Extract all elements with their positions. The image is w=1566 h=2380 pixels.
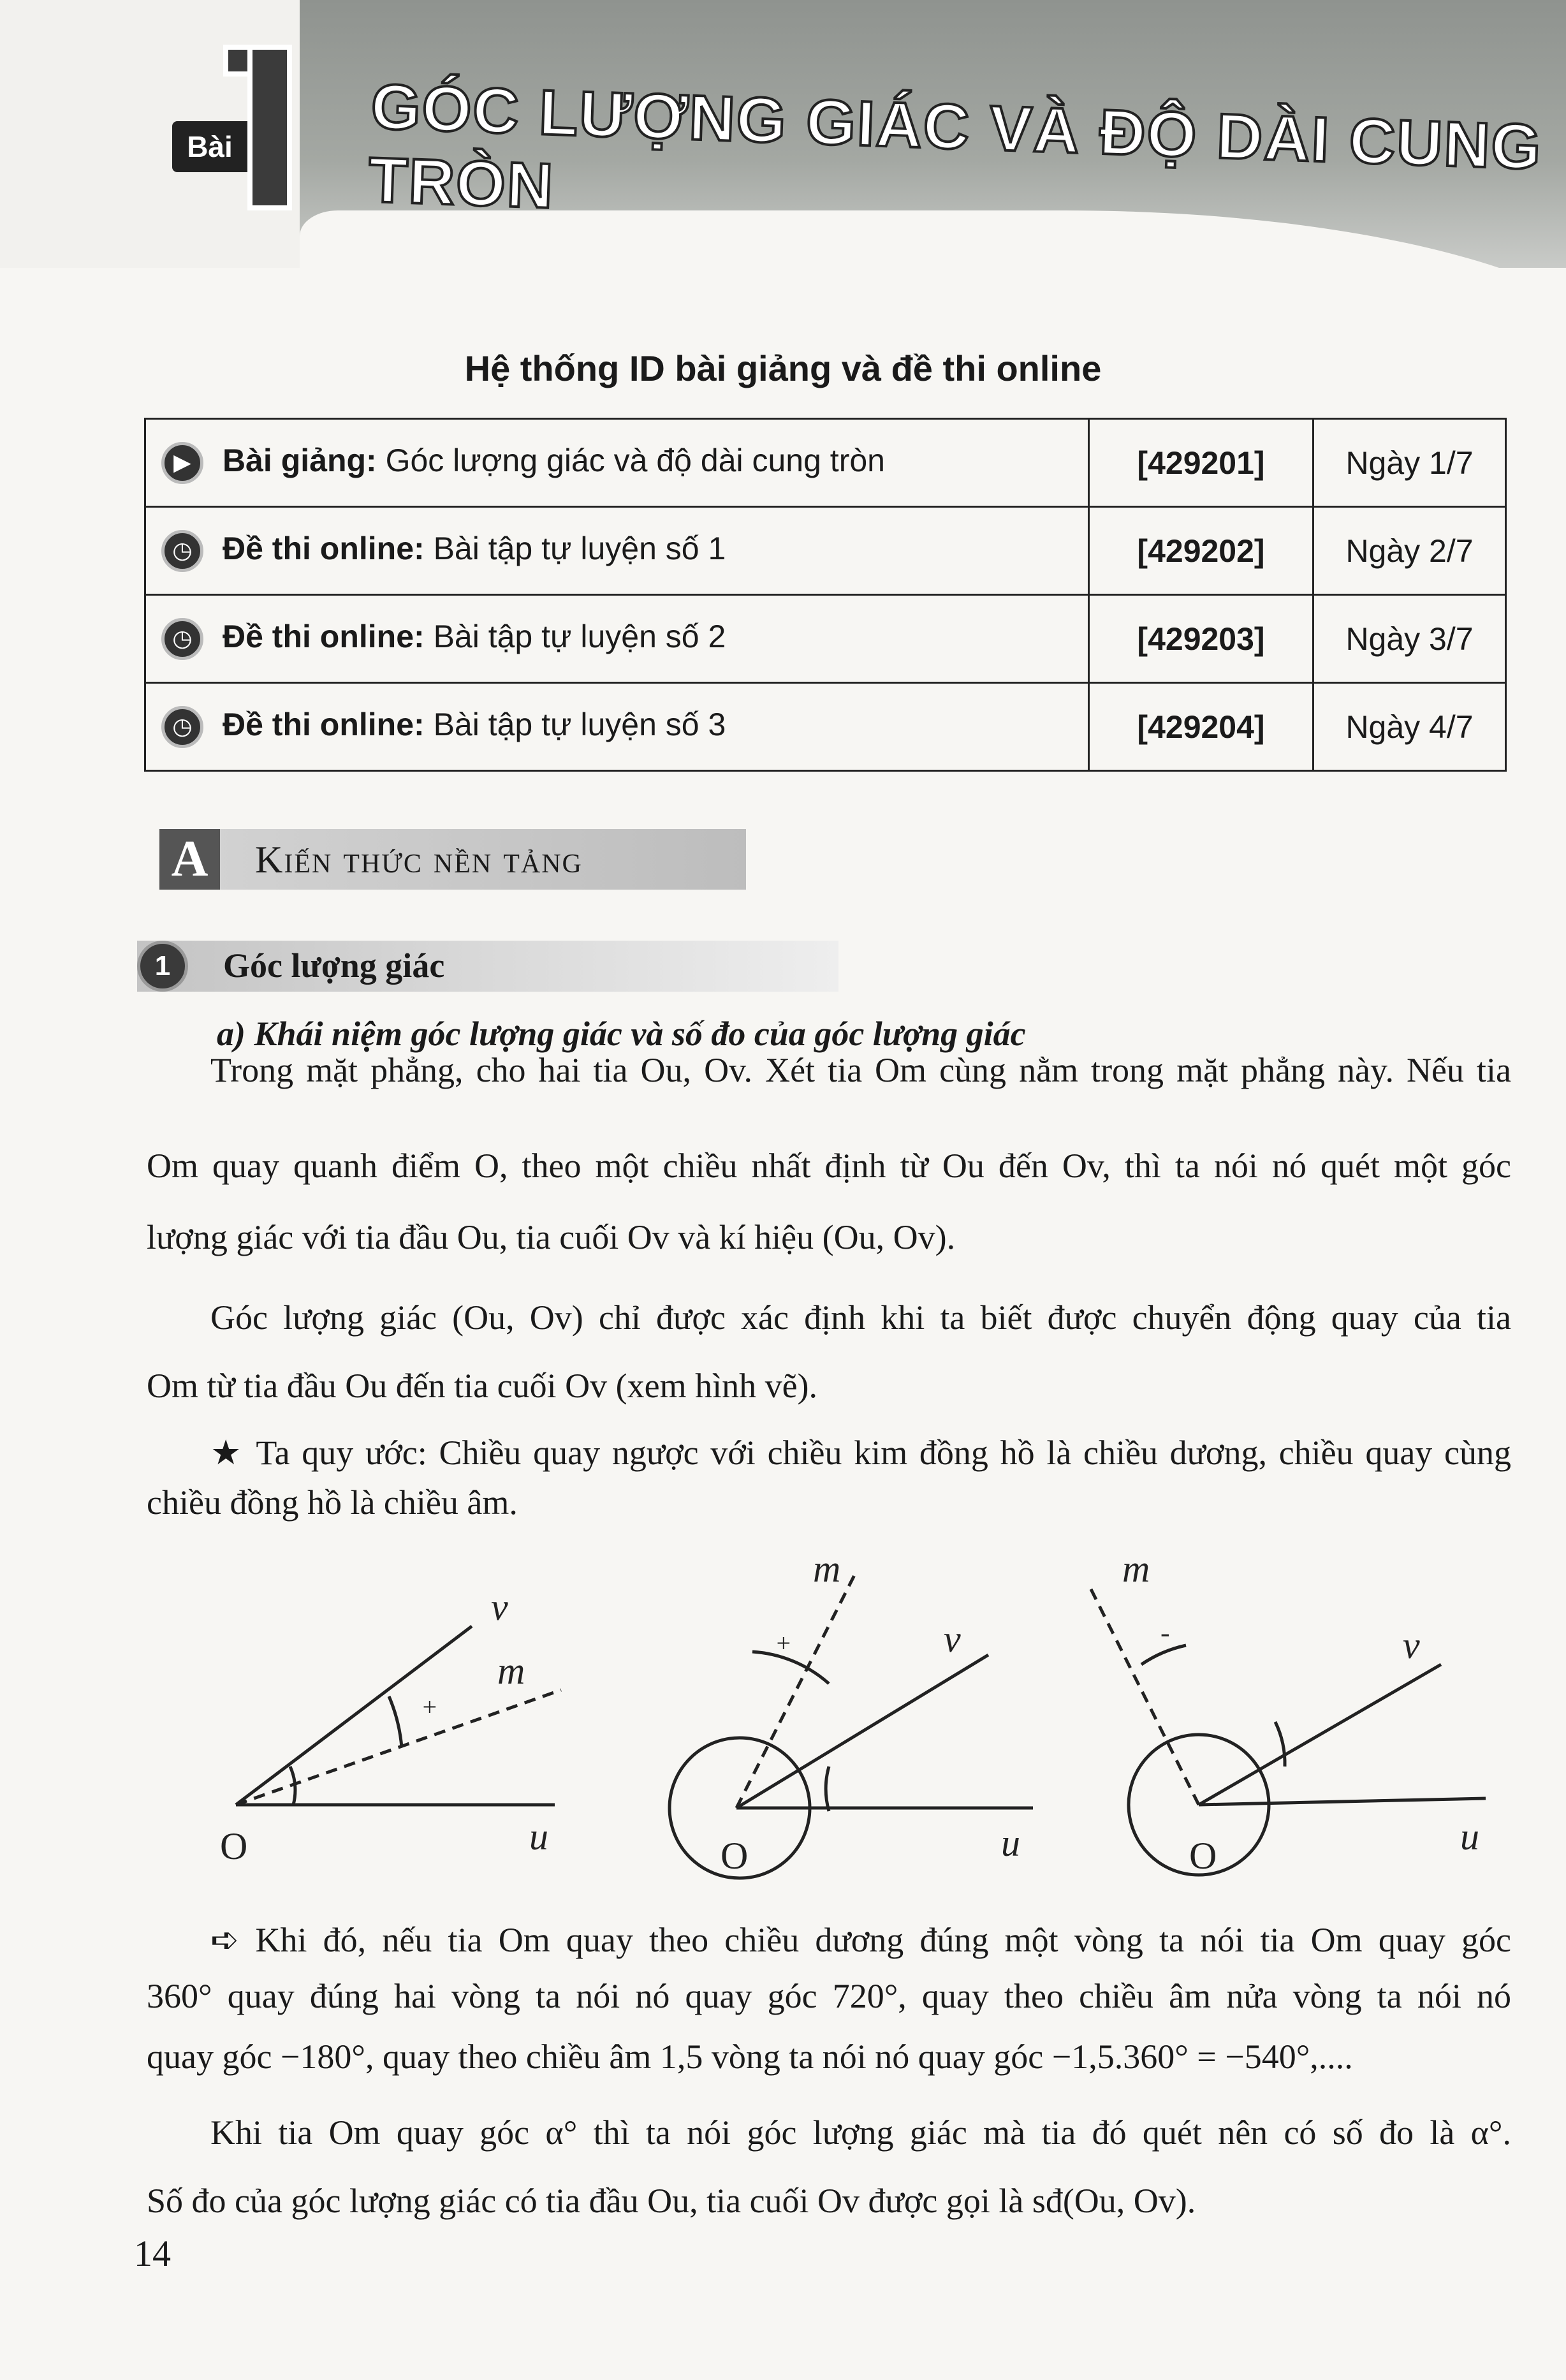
section-1-header [137, 941, 838, 992]
play-icon: ▶ [161, 442, 203, 484]
row-id: [429203] [1089, 595, 1314, 683]
label-O: O [1189, 1835, 1217, 1877]
label-O: O [721, 1835, 749, 1877]
page-number: 14 [134, 2233, 171, 2274]
paragraph-line: Số đo của góc lượng giác có tia đầu Ou, tia cuối Ov được gọi là sđ(Ou, Ov). [147, 2182, 1196, 2220]
paragraph-line: Om quay quanh điểm O, theo một chiều nhất định từ Ou đến Ov, thì ta nói nó quét một góc [147, 1147, 1511, 1185]
lesson-cell [145, 595, 1089, 683]
row-date: Ngày 4/7 [1314, 683, 1506, 771]
lesson-cell [145, 683, 1089, 771]
label-v: v [1403, 1624, 1420, 1666]
label-u: u [1001, 1822, 1020, 1864]
label-v: v [944, 1618, 961, 1660]
row-kind: Đề thi online: [223, 706, 425, 742]
clock-icon: ◷ [161, 530, 203, 572]
label-u: u [1460, 1816, 1479, 1858]
paragraph-line: Góc lượng giác (Ou, Ov) chỉ được xác định khi ta biết được chuyển động quay của tia [210, 1298, 1511, 1337]
paragraph-line: chiều đồng hồ là chiều âm. [147, 1483, 518, 1522]
label-m: m [497, 1650, 525, 1692]
chapter-title: GÓC LƯỢNG GIÁC VÀ ĐỘ DÀI CUNG TRÒN [367, 71, 1544, 223]
row-name: Bài tập tự luyện số 3 [433, 706, 726, 742]
paragraph-line: ➪ Khi đó, nếu tia Om quay theo chiều dương đúng một vòng ta nói tia Om quay góc [210, 1921, 1511, 1959]
id-table-row[interactable] [145, 683, 1506, 771]
figure-2 [670, 1556, 1033, 1878]
clock-icon: ◷ [161, 706, 203, 748]
angle-figures [191, 1556, 1530, 1926]
section-title: Kiến thức nền tảng [255, 839, 583, 881]
label-v: v [491, 1586, 508, 1628]
lesson-number-graphic [247, 45, 292, 210]
id-table-row[interactable] [145, 507, 1506, 595]
id-system-title: Hệ thống ID bài giảng và đề thi online [464, 348, 1102, 388]
paragraph-line: lượng giác với tia đầu Ou, tia cuối Ov và kí hiệu (Ou, Ov). [147, 1218, 956, 1256]
row-date: Ngày 3/7 [1314, 595, 1506, 683]
lesson-cell [145, 419, 1089, 507]
row-kind: Bài giảng: [223, 442, 377, 478]
lesson-label: Bài [172, 121, 247, 172]
label-plus: + [775, 1629, 792, 1657]
row-name: Bài tập tự luyện số 2 [433, 618, 726, 654]
paragraph-line: quay góc −180°, quay theo chiều âm 1,5 vòng ta nói nó quay góc −1,5.360° = −540°,.... [147, 2038, 1353, 2076]
section-letter: A [159, 829, 220, 890]
figure-3 [1090, 1556, 1486, 1877]
subsection-heading: a) Khái niệm góc lượng giác và số đo của góc lượng giác [217, 1015, 1026, 1053]
row-kind: Đề thi online: [223, 530, 425, 566]
section-number-badge: 1 [137, 941, 188, 992]
label-m: m [1122, 1556, 1150, 1590]
figure-1 [220, 1586, 561, 1867]
row-date: Ngày 1/7 [1314, 419, 1506, 507]
clock-icon: ◷ [161, 618, 203, 660]
row-id: [429201] [1089, 419, 1314, 507]
label-O: O [220, 1825, 248, 1867]
section-title: Góc lượng giác [223, 946, 445, 985]
paragraph-line: Om từ tia đầu Ou đến tia cuối Ov (xem hình vẽ). [147, 1367, 818, 1405]
row-id: [429204] [1089, 683, 1314, 771]
section-a-header [159, 829, 746, 890]
label-minus: - [1160, 1617, 1170, 1649]
row-date: Ngày 2/7 [1314, 507, 1506, 595]
id-table-row[interactable] [145, 419, 1506, 507]
row-kind: Đề thi online: [223, 618, 425, 654]
id-table [144, 418, 1507, 772]
paragraph-line: Trong mặt phẳng, cho hai tia Ou, Ov. Xét tia Om cùng nằm trong mặt phẳng này. Nếu tia [210, 1051, 1511, 1089]
paragraph-line: Khi tia Om quay góc α° thì ta nói góc lượng giác mà tia đó quét nên có số đo là α°. [210, 2113, 1511, 2152]
paragraph-line: ★ Ta quy ước: Chiều quay ngược với chiều kim đồng hồ là chiều dương, chiều quay cùng [210, 1434, 1511, 1472]
lesson-cell [145, 507, 1089, 595]
row-name: Bài tập tự luyện số 1 [433, 530, 726, 566]
id-table-row[interactable] [145, 595, 1506, 683]
label-plus: + [421, 1693, 438, 1721]
label-m: m [813, 1556, 841, 1590]
row-id: [429202] [1089, 507, 1314, 595]
paragraph-line: 360° quay đúng hai vòng ta nói nó quay góc 720°, quay theo chiều âm nửa vòng ta nói nó [147, 1977, 1511, 2015]
label-u: u [529, 1816, 548, 1858]
row-name: Góc lượng giác và độ dài cung tròn [385, 442, 885, 478]
